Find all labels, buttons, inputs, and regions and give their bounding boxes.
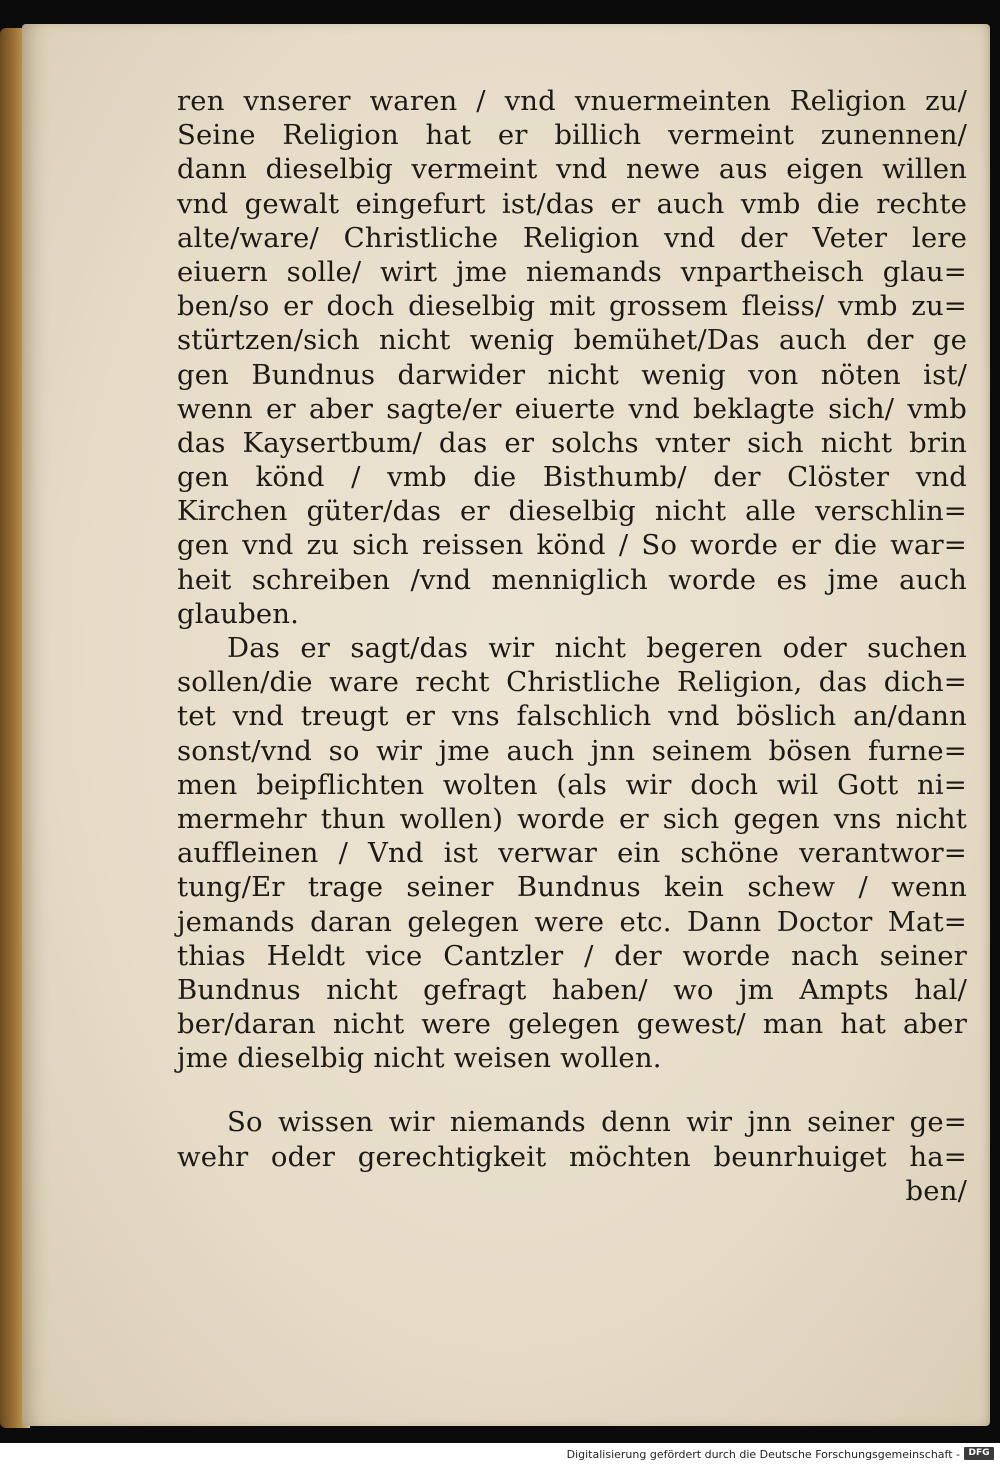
text-line: dann dieselbig vermeint vnd newe aus eigen willen: [177, 153, 967, 186]
text-line: ber/daran nicht were gelegen gewest/ man hat aber: [177, 1008, 967, 1041]
text-line: vnd gewalt eingefurt ist/das er auch vmb die rechte: [177, 187, 967, 220]
text-line: So wissen wir niemands denn wir jnn seiner ge=: [227, 1106, 967, 1139]
text-line: mermehr thun wollen) worde er sich gegen vns nicht: [177, 802, 967, 835]
text-line: wenn er aber sagte/er eiuerte vnd beklagte sich/ vmb: [177, 392, 967, 425]
footer-credit: Digitalisierung gefördert durch die Deutsche Forschungsgemeinschaft -: [566, 1448, 960, 1461]
footer: [0, 1443, 1000, 1465]
text-line: alte/ware/ Christliche Religion vnd der Veter lere: [177, 221, 967, 254]
text-line: ren vnserer waren / vnd vnuermeinten Religion zu/: [177, 85, 967, 117]
text-line: stürtzen/sich nicht wenig bemühet/Das auch der ge: [177, 324, 967, 357]
text-line: Bundnus nicht gefragt haben/ wo jm Ampts hal/: [177, 973, 967, 1006]
text-line: heit schreiben /vnd menniglich worde es jme auch: [177, 563, 967, 596]
text-line: wehr oder gerechtigkeit möchten beunrhuiget ha=: [177, 1140, 967, 1173]
text-line: jemands daran gelegen were etc. Dann Doctor Mat=: [177, 905, 967, 938]
text-line: gen vnd zu sich reissen könd / So worde er die war=: [177, 529, 967, 562]
text-line: auffleinen / Vnd ist verwar ein schöne verantwor=: [177, 837, 967, 870]
text-line: sonst/vnd so wir jme auch jnn seinem bösen furne=: [177, 734, 967, 767]
text-line: tet vnd treugt er vns falschlich vnd böslich an/dann: [177, 700, 967, 733]
text-line: sollen/die ware recht Christliche Religion, das dich=: [177, 666, 967, 699]
catchword: ben/: [905, 1174, 967, 1207]
paragraph-gap: [177, 1075, 967, 1105]
text-line: glauben.: [177, 597, 300, 630]
text-block: [177, 84, 967, 1208]
text-line: thias Heldt vice Cantzler / der worde nach seiner: [177, 939, 967, 972]
text-line: Seine Religion hat er billich vermeint zunennen/: [177, 119, 967, 152]
text-line: gen könd / vmb die Bisthumb/ der Clöster vnd: [177, 461, 967, 494]
text-line: Kirchen güter/das er dieselbig nicht alle verschlin=: [177, 495, 967, 528]
text-line: Das er sagt/das wir nicht begeren oder suchen: [227, 632, 967, 664]
text-line: ben/so er doch dieselbig mit grossem fleiss/ vmb zu=: [177, 290, 967, 323]
text-line: jme dieselbig nicht weisen wollen.: [177, 1042, 662, 1075]
text-line: men beipflichten wolten (als wir doch wil Gott ni=: [177, 768, 967, 801]
dfg-logo-icon: DFG: [964, 1447, 994, 1460]
text-line: gen Bundnus darwider nicht wenig von nöten ist/: [177, 358, 967, 391]
text-line: tung/Er trage seiner Bundnus kein schew / wenn: [177, 871, 967, 904]
text-line: eiuern solle/ wirt jme niemands vnpartheisch glau=: [177, 255, 967, 288]
page: [22, 24, 990, 1426]
text-line: das Kaysertbum/ das er solchs vnter sich nicht brin: [177, 426, 967, 459]
